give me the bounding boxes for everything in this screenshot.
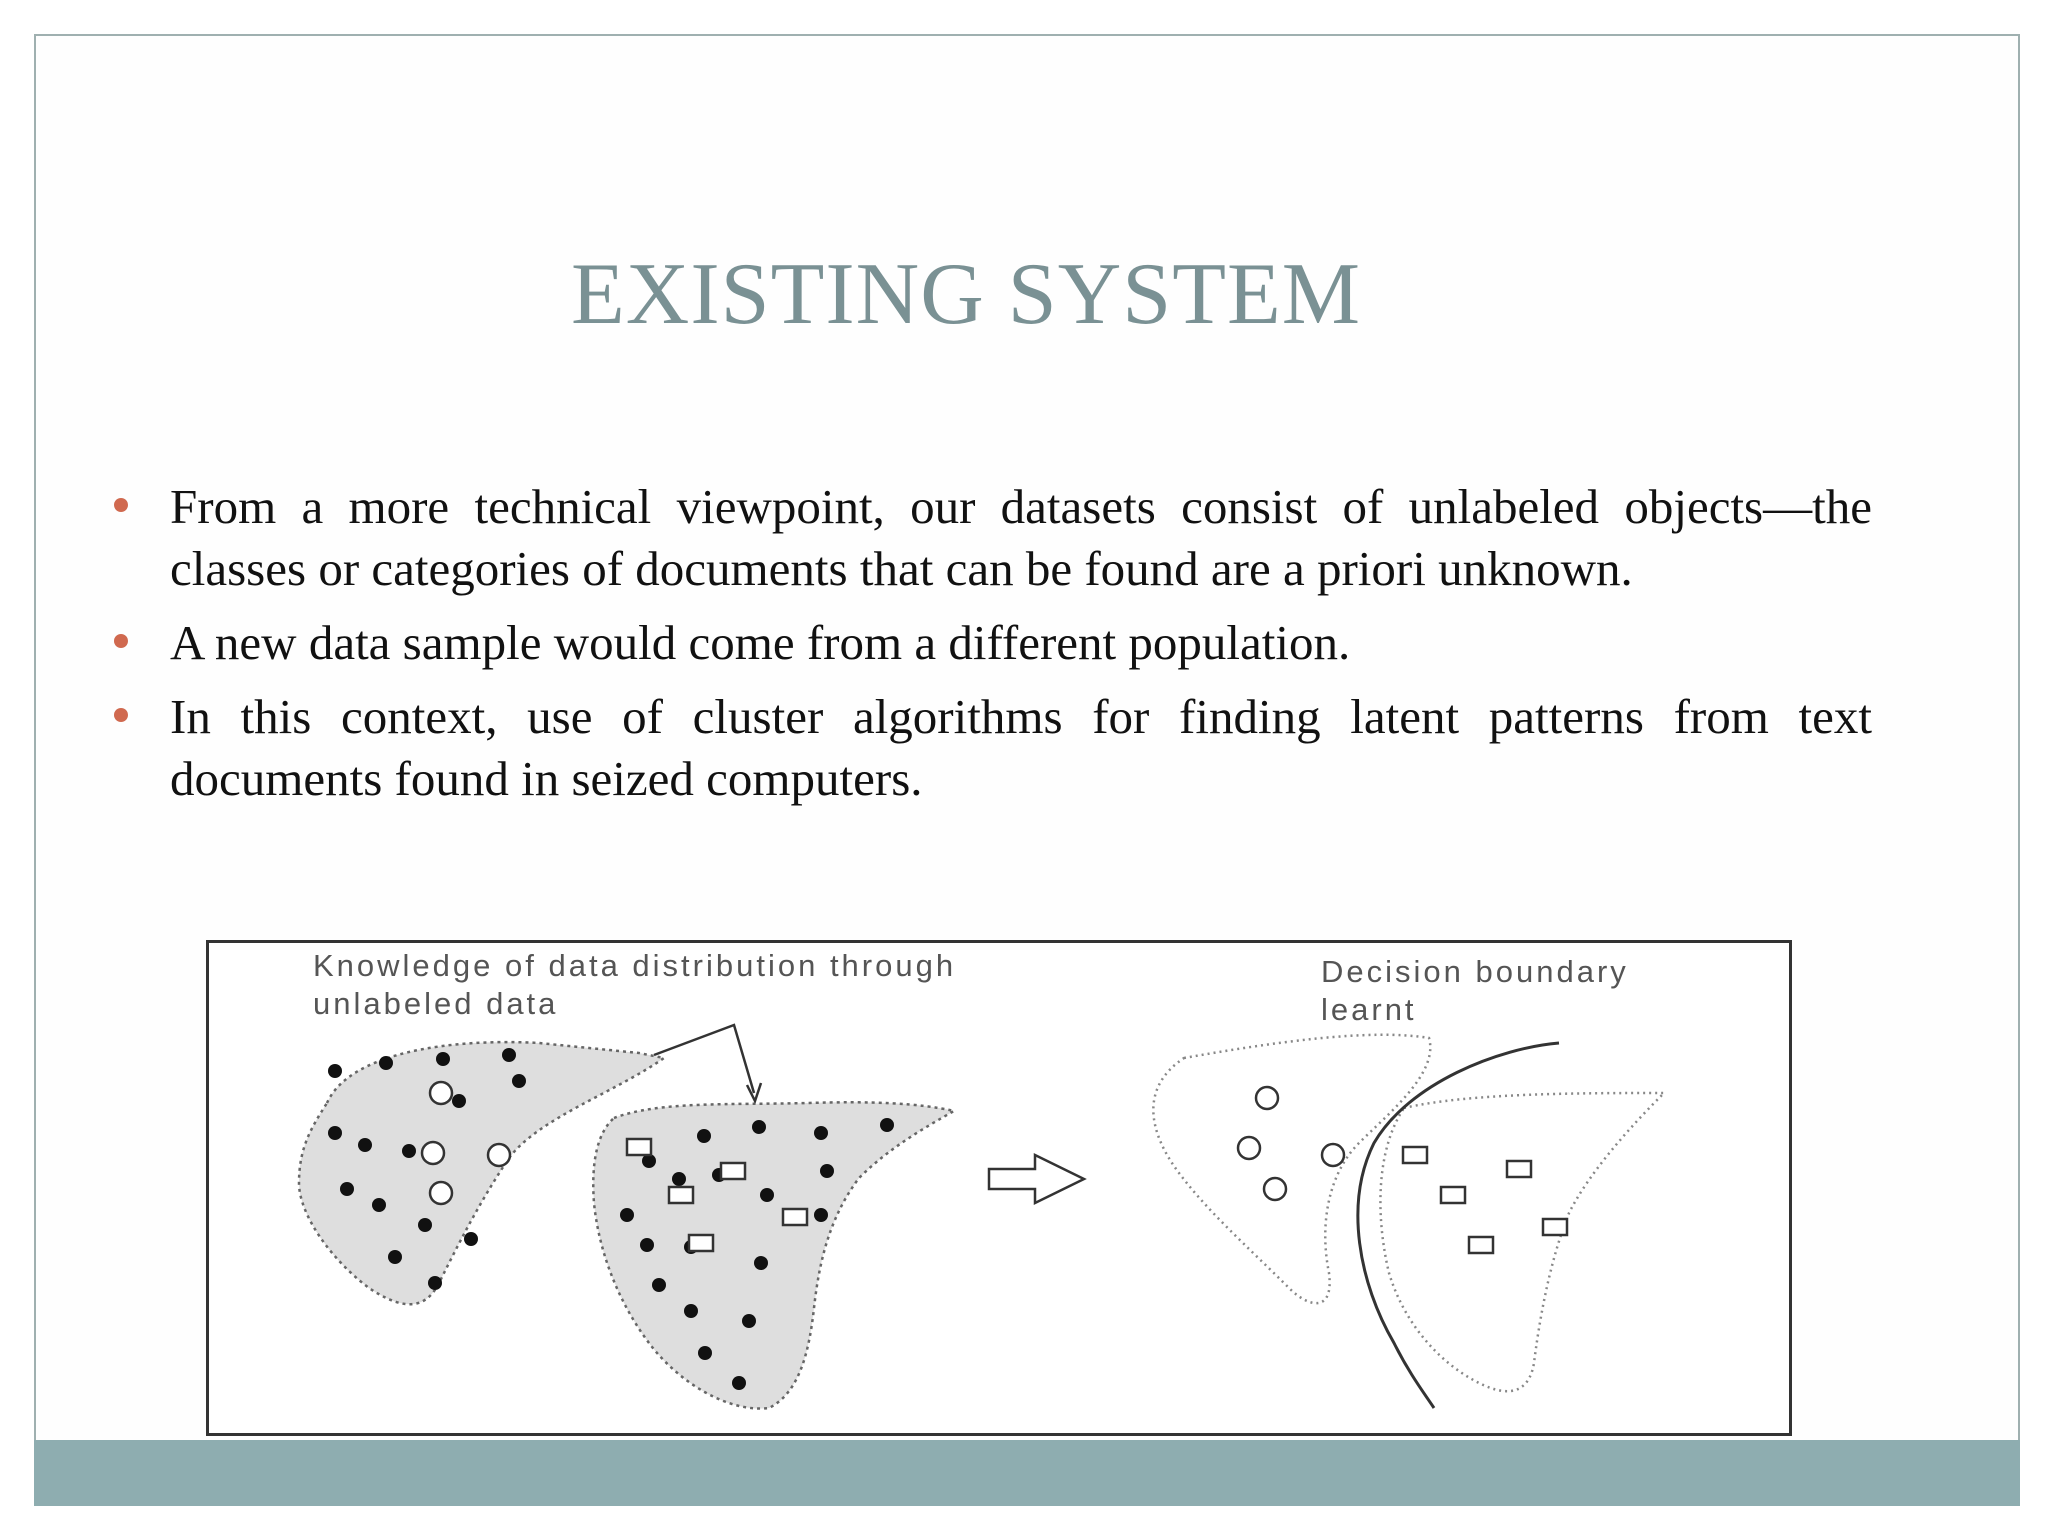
slide-title: EXISTING SYSTEM (571, 246, 1361, 343)
bullet-text: From a more technical viewpoint, our datasets consist of unlabeled objects—the classes or categories of documents that can be found are a priori unknown. (170, 479, 1872, 596)
region-circles (1153, 1035, 1430, 1303)
clustering-diagram (206, 940, 1792, 1436)
region-squares (1380, 1093, 1664, 1391)
decision-boundary-curve (1358, 1043, 1559, 1408)
footer-bar (34, 1440, 2020, 1506)
bullet-dot-icon (114, 498, 128, 512)
bullet-dot-icon (114, 708, 128, 722)
bullet-item (114, 612, 1872, 674)
bullet-text: In this context, use of cluster algorithms for finding latent patterns from text documents found in seized computers. (170, 689, 1872, 806)
pointer-arrow (654, 1025, 754, 1093)
transform-arrow (989, 1155, 1084, 1203)
bullet-item (114, 476, 1872, 600)
bullet-dot-icon (114, 634, 128, 648)
bullet-list (114, 476, 1872, 822)
open-circles-right (1238, 1087, 1344, 1200)
label-decision-boundary: Decision boundary learnt (1321, 954, 1629, 1027)
label-unlabeled-data: Knowledge of data distribution through unlabeled data (313, 948, 957, 1021)
diagram-graphic (209, 943, 1789, 1433)
bullet-item (114, 686, 1872, 810)
bullet-text: A new data sample would come from a different population. (170, 615, 1351, 670)
open-squares-right (1403, 1147, 1567, 1253)
